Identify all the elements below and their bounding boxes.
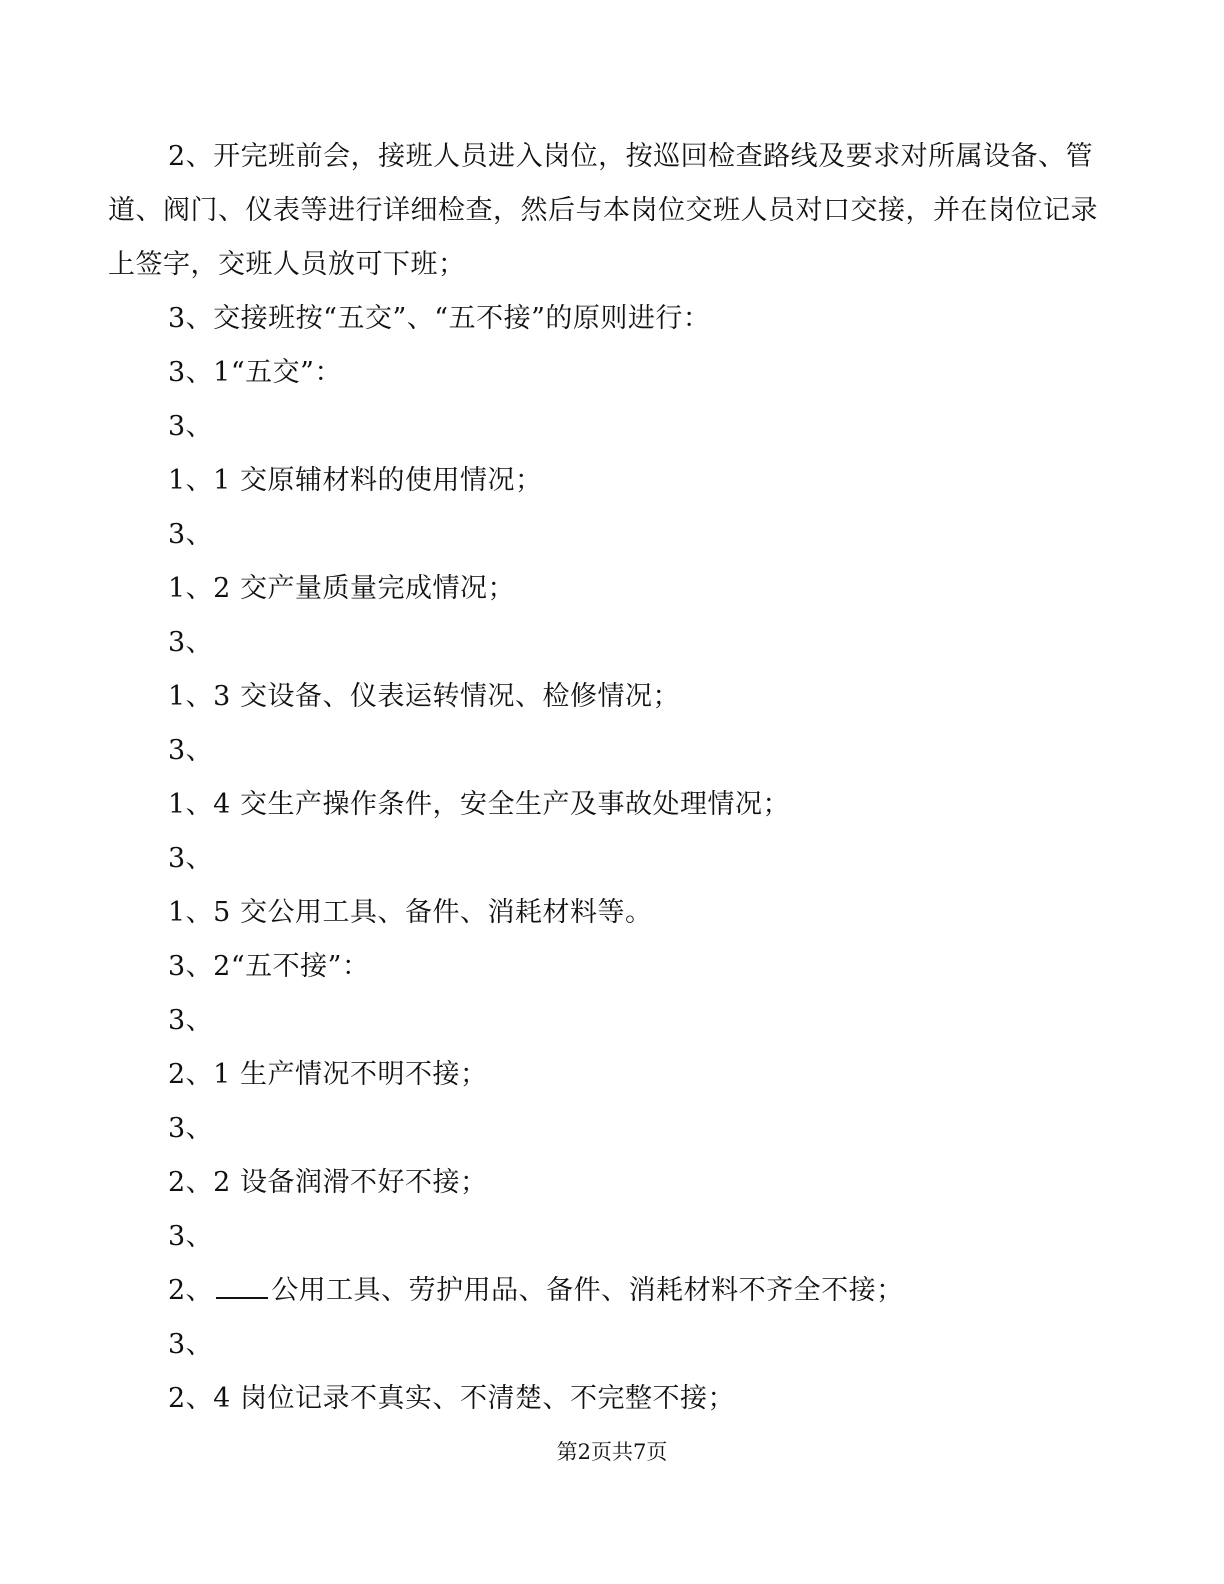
list-item: 3、2“五不接”： bbox=[168, 951, 370, 982]
paragraph-handover-procedure: 2、开完班前会，接班人员进入岗位，按巡回检查路线及要求对所属设备、管道、阀门、仪表等进行详细检查，然后与本岗位交班人员对口交接，并在岗位记录上签字，交班人员放可下班； bbox=[108, 141, 1098, 280]
list-item-prefix: 2、 bbox=[168, 1275, 214, 1306]
list-item: 3、 bbox=[168, 411, 214, 442]
list-item: 2、2 设备润滑不好不接； bbox=[168, 1167, 488, 1198]
list-item-text: 公用工具、劳护用品、备件、消耗材料不齐全不接； bbox=[271, 1275, 904, 1306]
list-item: 1、3 交设备、仪表运转情况、检修情况； bbox=[168, 681, 680, 712]
list-item: 1、1 交原辅材料的使用情况； bbox=[168, 465, 543, 496]
list-item: 3、1“五交”： bbox=[168, 357, 342, 388]
list-item: 3、 bbox=[168, 1221, 214, 1252]
list-item: 3、 bbox=[168, 735, 214, 766]
list-item-with-blank bbox=[108, 1264, 1108, 1318]
page-number-footer: 第2页共7页 bbox=[556, 1440, 668, 1464]
list-item: 1、2 交产量质量完成情况； bbox=[168, 573, 515, 604]
list-item: 3、交接班按“五交”、“五不接”的原则进行： bbox=[168, 303, 711, 334]
list-item: 3、 bbox=[168, 1329, 214, 1360]
document-body bbox=[108, 130, 1108, 1426]
list-item: 3、 bbox=[168, 1113, 214, 1144]
list-item: 3、 bbox=[168, 1005, 214, 1036]
list-item: 1、5 交公用工具、备件、消耗材料等。 bbox=[168, 897, 653, 928]
list-item: 3、 bbox=[168, 519, 214, 550]
list-item: 1、4 交生产操作条件，安全生产及事故处理情况； bbox=[168, 789, 790, 820]
list-item: 3、 bbox=[168, 843, 214, 874]
fill-in-blank bbox=[216, 1275, 268, 1299]
list-item: 2、4 岗位记录不真实、不清楚、不完整不接； bbox=[168, 1383, 735, 1414]
list-item: 2、1 生产情况不明不接； bbox=[168, 1059, 488, 1090]
list-item: 3、 bbox=[168, 627, 214, 658]
